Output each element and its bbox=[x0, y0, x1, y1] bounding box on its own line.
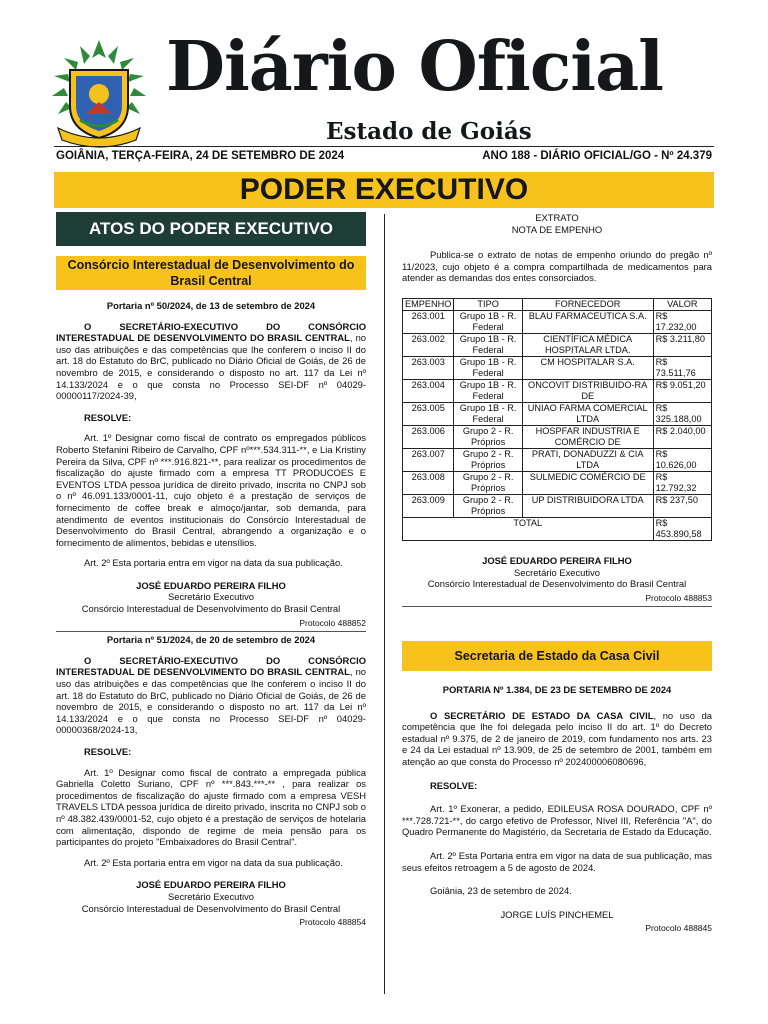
table-cell: R$ 9.051,20 bbox=[653, 379, 711, 402]
extrato-text: Publica-se o extrato de notas de empenho oriundo do pregão nº 11/2023, cujo objeto é a compra compartilhada de medicamentos para atender as demandas dos entes consorciados. bbox=[402, 249, 712, 284]
column-header: EMPENHO bbox=[403, 298, 454, 310]
section-title-bar: PODER EXECUTIVO bbox=[54, 172, 714, 208]
edition-line: ANO 188 - DIÁRIO OFICIAL/GO - Nº 24.379 bbox=[482, 150, 712, 162]
table-row bbox=[403, 379, 712, 402]
table-row bbox=[403, 310, 712, 333]
table-cell: Grupo 1B - R. Federal bbox=[454, 333, 522, 356]
casa-civil-art1: Art. 1º Exonerar, a pedido, EDILEUSA ROSA DOURADO, CPF nº ***.728.721-**, do cargo efetivo de Professor, Nível III, Referência "A", do Quadro Permanente do Magistério, da Secretaria de Estado da Educação. bbox=[402, 803, 712, 838]
casa-civil-place-date: Goiânia, 23 de setembro de 2024. bbox=[430, 885, 572, 897]
masthead-divider bbox=[54, 146, 714, 147]
casa-civil-header: Secretaria de Estado da Casa Civil bbox=[402, 641, 712, 671]
table-row bbox=[403, 471, 712, 494]
table-cell: SULMEDIC COMÉRCIO DE bbox=[522, 471, 653, 494]
extrato-section bbox=[402, 212, 712, 607]
table-cell: 263.009 bbox=[403, 494, 454, 517]
atos-header: ATOS DO PODER EXECUTIVO bbox=[56, 212, 366, 246]
table-cell: Grupo 2 - R. Próprios bbox=[454, 425, 522, 448]
extrato-title: EXTRATO bbox=[535, 212, 579, 223]
table-cell: R$ 10.626,00 bbox=[653, 448, 711, 471]
table-cell: UNIAO FARMA COMERCIAL LTDA bbox=[522, 402, 653, 425]
casa-civil-resolve: RESOLVE: bbox=[430, 779, 478, 791]
portaria-50-art2: Art. 2º Esta portaria entra em vigor na data da sua publicação. bbox=[84, 557, 343, 569]
portaria-51-intro: O SECRETÁRIO-EXECUTIVO DO CONSÓRCIO INTERESTADUAL DE DESENVOLVIMENTO DO BRASIL CENTRAL, no uso das atribuições e das competências que lhe conferem o inciso II do art. 18 do Estatuto do BrC, publicado no Diário Oficial de Goiás, de 26 de novembro de 2015, e considerando o disposto no art. 117 da Lei nº 14.133/2024 e o que consta no Processo SEI-DF nº 04029-00000368/2024-13, bbox=[56, 654, 366, 736]
empenho-table bbox=[402, 298, 712, 541]
portaria-50-signature: JOSÉ EDUARDO PEREIRA FILHO Secretário Executivo Consórcio Interestadual de Desenvolvimento do Brasil Central bbox=[81, 579, 341, 615]
table-cell: HOSPFAR INDUSTRIA E COMÉRCIO DE bbox=[522, 425, 653, 448]
extrato-protocolo: Protocolo 488853 bbox=[402, 593, 712, 608]
portaria-50-resolve: RESOLVE: bbox=[84, 411, 132, 423]
table-cell: ONCOVIT DISTRIBUIDO-RA DE bbox=[522, 379, 653, 402]
extrato-subtitle: NOTA DE EMPENHO bbox=[511, 223, 603, 235]
table-cell: Grupo 1B - R. Federal bbox=[454, 402, 522, 425]
table-row bbox=[403, 402, 712, 425]
table-cell: 263.005 bbox=[403, 402, 454, 425]
total-value: R$ 453.890,58 bbox=[653, 517, 711, 540]
portaria-51-resolve: RESOLVE: bbox=[84, 746, 132, 757]
table-cell: CIENTÍFICA MÉDICA HOSPITALAR LTDA. bbox=[522, 333, 653, 356]
table-row bbox=[403, 448, 712, 471]
table-cell: 263.008 bbox=[403, 471, 454, 494]
total-label: TOTAL bbox=[403, 517, 654, 540]
agency-header: Consórcio Interestadual de Desenvolvimento do Brasil Central bbox=[56, 256, 366, 290]
column-header: FORNECEDOR bbox=[522, 298, 653, 310]
table-cell: CM HOSPITALAR S.A. bbox=[522, 356, 653, 379]
table-cell: R$ 325.188,00 bbox=[653, 402, 711, 425]
portaria-50-protocolo: Protocolo 488852 bbox=[56, 618, 366, 633]
table-cell: 263.004 bbox=[403, 379, 454, 402]
table-cell: 263.003 bbox=[403, 356, 454, 379]
portaria-51-art2: Art. 2º Esta portaria entra em vigor na data da sua publicação. bbox=[84, 856, 343, 868]
table-cell: R$ 3.211,80 bbox=[653, 333, 711, 356]
table-row bbox=[403, 356, 712, 379]
table-cell: Grupo 2 - R. Próprios bbox=[454, 494, 522, 517]
casa-civil-section bbox=[402, 684, 712, 937]
portaria-51-protocolo: Protocolo 488854 bbox=[299, 917, 366, 928]
masthead-title: Diário Oficial bbox=[166, 27, 663, 107]
table-cell: 263.006 bbox=[403, 425, 454, 448]
column-divider bbox=[384, 214, 385, 994]
table-cell: 263.002 bbox=[403, 333, 454, 356]
column-header: VALOR bbox=[653, 298, 711, 310]
table-cell: Grupo 1B - R. Federal bbox=[454, 379, 522, 402]
table-cell: R$ 73.511,76 bbox=[653, 356, 711, 379]
portaria-50-title: Portaria nº 50/2024, de 13 de setembro de 2024 bbox=[106, 300, 316, 311]
casa-civil-signature: JORGE LUÍS PINCHEMEL bbox=[500, 908, 614, 920]
table-body bbox=[403, 310, 712, 540]
extrato-signature: JOSÉ EDUARDO PEREIRA FILHO Secretário Executivo Consórcio Interestadual de Desenvolvimento do Brasil Central bbox=[427, 554, 687, 590]
table-cell: R$ 2.040,00 bbox=[653, 425, 711, 448]
table-cell: R$ 17.232,00 bbox=[653, 310, 711, 333]
table-cell: Grupo 2 - R. Próprios bbox=[454, 448, 522, 471]
table-cell: R$ 237,50 bbox=[653, 494, 711, 517]
table-cell: 263.007 bbox=[403, 448, 454, 471]
table-cell: BLAU FARMACEUTICA S.A. bbox=[522, 310, 653, 333]
table-row bbox=[403, 333, 712, 356]
table-cell: Grupo 1B - R. Federal bbox=[454, 310, 522, 333]
casa-civil-art2: Art. 2º Esta Portaria entra em vigor na data de sua publicação, mas seus efeitos retroagem a 5 de agosto de 2024. bbox=[402, 849, 712, 873]
casa-civil-portaria-title: PORTARIA Nº 1.384, DE 23 DE SETEMBRO DE 2024 bbox=[442, 684, 672, 695]
masthead-subtitle: Estado de Goiás bbox=[326, 118, 532, 145]
casa-civil-intro: O SECRETÁRIO DE ESTADO DA CASA CIVIL, no uso da competência que lhe foi delegada pelo inciso II do art. 1º do Decreto estadual nº 9.375, de 2 de janeiro de 2019, com fundamento nos arts. 23 e 24 da Lei estadual nº 13.909, de 25 de setembro de 2001, também em atenção ao que consta do Processo nº 202400006080696, bbox=[402, 709, 712, 767]
portaria-51-art1: Art. 1º Designar como fiscal de contrato a empregada pública Gabriella Coletto Suriano, CPF nº ***.843.***-** , para realizar os procedimentos de fiscalização do ajuste firmado com a empresa VESH TRAVELS LTDA pessoa jurídica de direito privado, inscrita no CNPJ sob o nº 48.382.439/0001-52, cujo objeto é a prestação de serviços de hotelaria com alimentação, dispondo de regime de meia pensão para os participantes do projeto "Embaixadores do Brasil Central". bbox=[56, 766, 366, 848]
table-cell: R$ 12.792,32 bbox=[653, 471, 711, 494]
table-row bbox=[403, 425, 712, 448]
casa-civil-protocolo: Protocolo 488845 bbox=[645, 923, 712, 934]
portaria-50-intro: O SECRETÁRIO-EXECUTIVO DO CONSÓRCIO INTERESTADUAL DE DESENVOLVIMENTO DO BRASIL CENTRAL, no uso das atribuições e das competências que lhe conferem o inciso II do art. 18 do Estatuto do BrC, publicado no Diário Oficial de Goiás, de 26 de novembro de 2015, e considerando o disposto no art. 117 da Lei nº 14.133/2024 e o que consta no Processo SEI-DF nº 04029-00000117/2024-39, bbox=[56, 320, 366, 402]
goias-coat-of-arms bbox=[40, 36, 158, 148]
table-total-row bbox=[403, 517, 712, 540]
date-line: GOIÂNIA, TERÇA-FEIRA, 24 DE SETEMBRO DE 2024 bbox=[56, 150, 345, 162]
portaria-51-signature: JOSÉ EDUARDO PEREIRA FILHO Secretário Executivo Consórcio Interestadual de Desenvolvimento do Brasil Central bbox=[81, 879, 341, 914]
left-column bbox=[56, 300, 366, 931]
table-cell: UP DISTRIBUIDORA LTDA bbox=[522, 494, 653, 517]
portaria-51-title: Portaria nº 51/2024, de 20 de setembro de 2024 bbox=[106, 634, 316, 646]
table-header-row bbox=[403, 298, 712, 310]
table-cell: 263.001 bbox=[403, 310, 454, 333]
portaria-50-art1: Art. 1º Designar como fiscal de contrato os empregados públicos Roberto Stefanini Ribeiro de Carvalho, CPF nº***.534.311-**, e Lia Kristiny Pereira da Silva, CPF nº ***.916.821-**, para realizar os procedimentos de fiscalização do ajuste firmado com a empresa TT PRODUCOES E EVENTOS LTDA pessoa jurídica de direito privado, inscrita no CNPJ sob o nº 46.091.133/0001-11, cujo objeto é a prestação de serviços de fornecimento de coffee break e almoço/jantar, sob demanda, para atendimento de eventos institucionais do Consórcio Interestadual de Desenvolvimento do Brasil Central, abrangendo a organização e o fornecimento de alimentos, bebidas e utensílios. bbox=[56, 432, 366, 548]
table-cell: Grupo 1B - R. Federal bbox=[454, 356, 522, 379]
table-cell: PRATI, DONADUZZI & CIA LTDA bbox=[522, 448, 653, 471]
table-cell: Grupo 2 - R. Próprios bbox=[454, 471, 522, 494]
column-header: TIPO bbox=[454, 298, 522, 310]
table-row bbox=[403, 494, 712, 517]
